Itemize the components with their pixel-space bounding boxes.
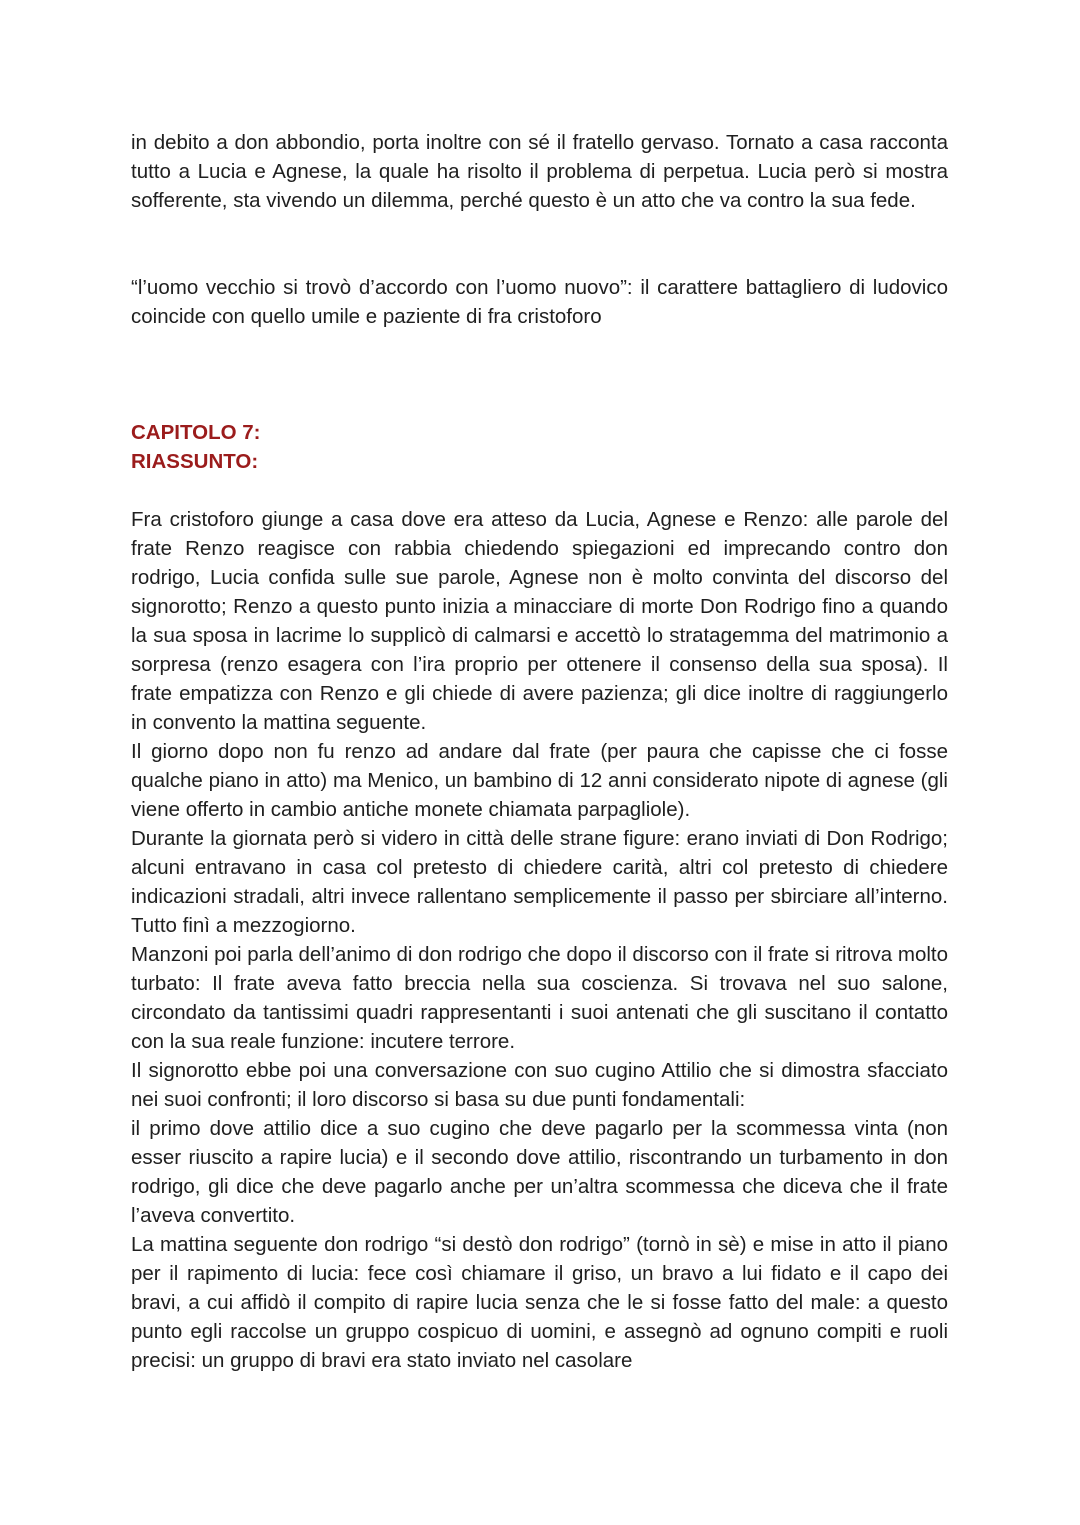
summary-body [131,505,948,1375]
intro-paragraph: in debito a don abbondio, porta inoltre con sé il fratello gervaso. Tornato a casa racconta tutto a Lucia e Agnese, la quale ha risolto il problema di perpetua. Lucia però si mostra sofferente, sta vivendo un dilemma, perché questo è un atto che va contro la sua fede. [131,131,948,212]
summary-heading: RIASSUNTO: [131,450,259,473]
summary-paragraph: La mattina seguente don rodrigo “si destò don rodrigo” (tornò in sè) e mise in atto il piano per il rapimento di lucia: fece così chiamare il griso, un bravo a lui fidato e il capo dei bravi, a cui affidò il compito di rapire lucia senza che le si fosse fatto del male: a questo punto egli raccolse un gruppo cospicuo di uomini, e assegnò ad ognuno compiti e ruoli precisi: un gruppo di bravi era stato inviato nel casolare [131,1233,948,1372]
summary-paragraph: il primo dove attilio dice a suo cugino che deve pagarlo per la scommessa vinta (non esser riuscito a rapire lucia) e il secondo dove attilio, riscontrando un turbamento in don rodrigo, gli dice che deve pagarlo anche per un’altra scommessa che diceva che il frate l’aveva convertito. [131,1117,948,1227]
document-page [131,128,948,1375]
summary-paragraph: Il giorno dopo non fu renzo ad andare dal frate (per paura che capisse che ci fosse qualche piano in atto) ma Menico, un bambino di 12 anni considerato nipote di agnese (gli viene offerto in cambio antiche monete chiamata parpagliole). [131,740,948,821]
chapter-heading: CAPITOLO 7: [131,421,261,444]
summary-paragraph: Durante la giornata però si videro in città delle strane figure: erano inviati di Don Rodrigo; alcuni entravano in casa col pretesto di chiedere carità, altri col pretesto di chiedere indicazioni stradali, altri invece rallentano semplicemente il passo per sbirciare all’interno. Tutto finì a mezzogiorno. [131,827,948,937]
chapter-heading-block [131,418,948,476]
summary-paragraph: Il signorotto ebbe poi una conversazione con suo cugino Attilio che si dimostra sfacciato nei suoi confronti; il loro discorso si basa su due punti fondamentali: [131,1059,948,1111]
quote-paragraph: “l’uomo vecchio si trovò d’accordo con l’uomo nuovo”: il carattere battagliero di ludovico coincide con quello umile e paziente di fra cristoforo [131,276,948,328]
summary-paragraph: Manzoni poi parla dell’animo di don rodrigo che dopo il discorso con il frate si ritrova molto turbato: Il frate aveva fatto breccia nella sua coscienza. Si trovava nel suo salone, circondato da tantissimi quadri rappresentanti i suoi antenati che gli suscitano il contatto con la sua reale funzione: incutere terrore. [131,943,948,1053]
summary-paragraph: Fra cristoforo giunge a casa dove era atteso da Lucia, Agnese e Renzo: alle parole del frate Renzo reagisce con rabbia chiedendo spiegazioni ed imprecando contro don rodrigo, Lucia confida sulle sue parole, Agnese non è molto convinta del discorso del signorotto; Renzo a questo punto inizia a minacciare di morte Don Rodrigo fino a quando la sua sposa in lacrime lo supplicò di calmarsi e accettò lo stratagemma del matrimonio a sorpresa (renzo esagera con l’ira proprio per ottenere il consenso della sua sposa). Il frate empatizza con Renzo e gli chiede di avere pazienza; gli dice inoltre di raggiungerlo in convento la mattina seguente. [131,508,948,734]
